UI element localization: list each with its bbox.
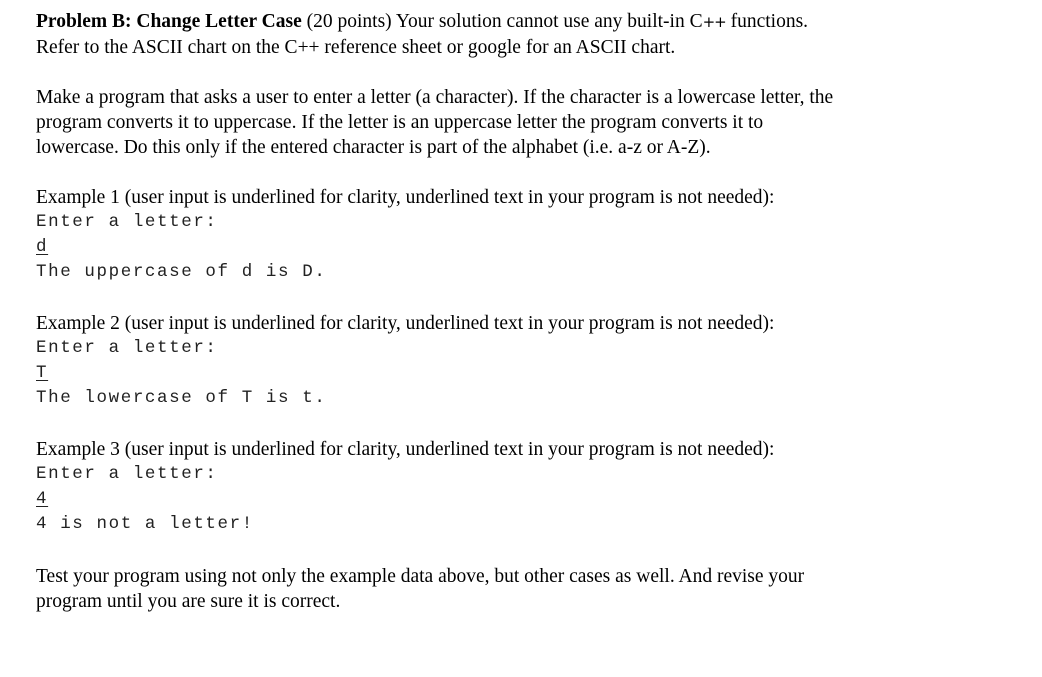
- problem-restriction-end: functions.: [730, 11, 809, 32]
- example-output: The uppercase of d is D.: [36, 262, 327, 282]
- problem-header: [36, 9, 1026, 60]
- description-line-2: program converts it to uppercase. If the letter is an uppercase letter the program converts it to: [36, 112, 764, 133]
- problem-points: (20 points): [306, 11, 392, 32]
- example-heading: Example 2 (user input is underlined for clarity, underlined text in your program is not needed):: [36, 313, 775, 334]
- problem-title: Problem B: Change Letter Case: [36, 11, 302, 32]
- example-heading: Example 1 (user input is underlined for clarity, underlined text in your program is not needed):: [36, 187, 775, 208]
- example-user-input: d: [36, 237, 49, 257]
- description-line-1: Make a program that asks a user to enter a letter (a character). If the character is a lowercase letter, the: [36, 87, 834, 108]
- example-prompt: Enter a letter:: [36, 464, 218, 484]
- example-user-input: 4: [36, 489, 49, 509]
- description-line-3: lowercase. Do this only if the entered character is part of the alphabet (i.e. a-z or A-Z).: [36, 137, 711, 158]
- example-3: [36, 437, 1026, 537]
- reference-line: Refer to the ASCII chart on the C++ reference sheet or google for an ASCII chart.: [36, 37, 676, 58]
- problem-description: [36, 85, 1026, 160]
- example-output: The lowercase of T is t.: [36, 388, 327, 408]
- closing-line-2: program until you are sure it is correct.: [36, 591, 341, 612]
- example-user-input: T: [36, 363, 49, 383]
- example-prompt: Enter a letter:: [36, 212, 218, 232]
- example-heading: Example 3 (user input is underlined for clarity, underlined text in your program is not needed):: [36, 439, 775, 460]
- assignment-document: [36, 9, 1026, 614]
- restriction-plus-signs: ++: [702, 13, 726, 31]
- closing-note: [36, 564, 1026, 614]
- example-1: [36, 185, 1026, 285]
- example-prompt: Enter a letter:: [36, 338, 218, 358]
- problem-title-line: [36, 9, 1026, 35]
- problem-restriction: Your solution cannot use any built-in C: [395, 11, 703, 32]
- example-2: [36, 311, 1026, 411]
- example-output: 4 is not a letter!: [36, 514, 254, 534]
- closing-line-1: Test your program using not only the example data above, but other cases as well. And revise your: [36, 566, 805, 587]
